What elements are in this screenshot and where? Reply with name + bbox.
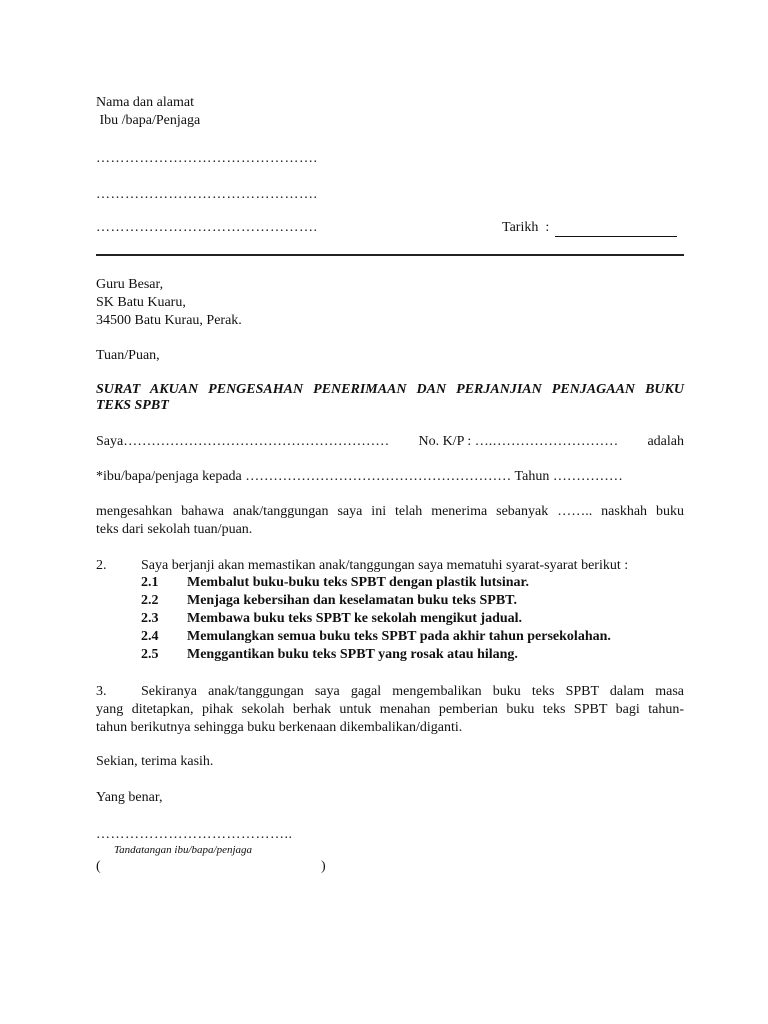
name-paren-open: ( (96, 859, 101, 874)
date-label: Tarikh : (502, 220, 550, 235)
subject-line1: SURAT AKUAN PENGESAHAN PENERIMAAN DAN PERJANJIAN PENJAGAAN BUKU (96, 382, 684, 397)
address-line-1: ………………………………………. (96, 151, 318, 166)
confirm-line2: teks dari sekolah tuan/puan. (96, 522, 253, 537)
list-item-number: 2.4 (141, 629, 159, 644)
closing-text: Sekian, terima kasih. (96, 754, 214, 769)
list-item-number: 2.5 (141, 647, 159, 662)
section3-line2: yang ditetapkan, pihak sekolah berhak untuk menahan pemberian buku teks SPBT bagi tahun- (96, 702, 684, 717)
signature-caption: Tandatangan ibu/bapa/penjaga (114, 844, 253, 856)
section3-number: 3. (96, 684, 107, 699)
section2-number: 2. (96, 558, 107, 573)
list-item (141, 610, 522, 628)
address-line-3: ………………………………………. (96, 220, 318, 235)
date-blank-line (555, 222, 677, 237)
signature-line: ………………………………….. (96, 827, 293, 842)
list-item (141, 628, 611, 646)
list-item (141, 646, 518, 664)
list-item-text: Membawa buku teks SPBT ke sekolah mengikut jadual. (187, 611, 523, 626)
list-item-text: Membalut buku-buku teks SPBT dengan plastik lutsinar. (187, 575, 529, 590)
salutation: Tuan/Puan, (96, 348, 160, 363)
section3-line3: tahun berikutnya sehingga buku berkenaan dikembalikan/diganti. (96, 720, 463, 735)
list-item-text: Menggantikan buku teks SPBT yang rosak atau hilang. (187, 647, 518, 662)
name-paren-close: ) (321, 859, 326, 874)
address-line-2: ………………………………………. (96, 187, 318, 202)
list-item-number: 2.3 (141, 611, 159, 626)
sender-label-line2: Ibu /bapa/Penjaga (96, 113, 201, 128)
section2-intro: Saya berjanji akan memastikan anak/tanggungan saya mematuhi syarat-syarat berikut : (141, 558, 629, 573)
sender-label-line1: Nama dan alamat (96, 95, 194, 110)
kp-field: No. K/P : ….……………………… (418, 434, 619, 449)
tahun-field: Tahun …………… (514, 469, 623, 484)
recipient-line2: SK Batu Kuaru, (96, 295, 186, 310)
declaration-relation-row (96, 468, 623, 486)
date-field (502, 219, 677, 237)
list-item-text: Menjaga kebersihan dan keselamatan buku teks SPBT. (187, 593, 517, 608)
sign-off: Yang benar, (96, 790, 163, 805)
confirm-line1: mengesahkan bahawa anak/tanggungan saya ini telah menerima sebanyak …….. naskhah buku (96, 504, 684, 519)
list-item-number: 2.1 (141, 575, 159, 590)
list-item (141, 592, 517, 610)
subject-line2: TEKS SPBT (96, 398, 169, 413)
list-item (141, 574, 529, 592)
relation-field: *ibu/bapa/penjaga kepada ………………………………………………… (96, 469, 512, 484)
recipient-line1: Guru Besar, (96, 277, 164, 292)
list-item-number: 2.2 (141, 593, 159, 608)
header-divider (96, 254, 684, 256)
saya-field: Saya………………………………………………… (96, 434, 390, 449)
list-item-text: Memulangkan semua buku teks SPBT pada akhir tahun persekolahan. (187, 629, 611, 644)
declaration-name-row (96, 433, 684, 451)
adalah-text: adalah (647, 434, 684, 449)
recipient-line3: 34500 Batu Kurau, Perak. (96, 313, 242, 328)
section3-line1: Sekiranya anak/tanggungan saya gagal mengembalikan buku teks SPBT dalam masa (141, 684, 684, 699)
